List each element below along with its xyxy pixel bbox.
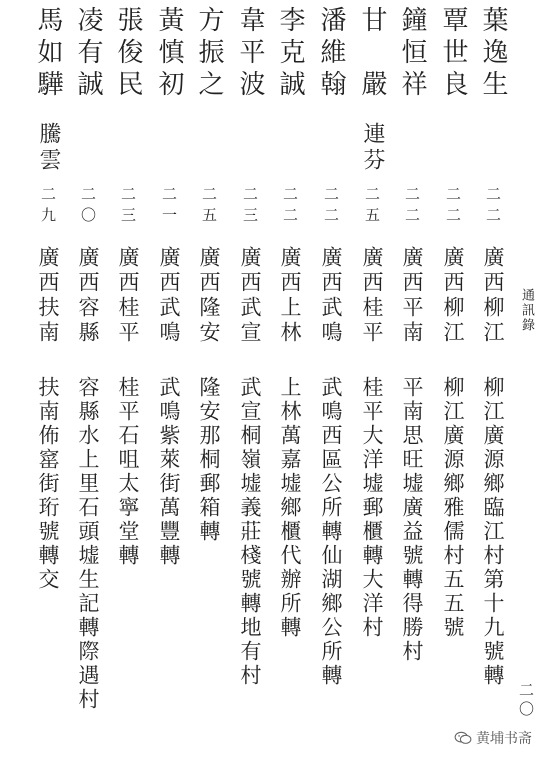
entry-name: 黃慎初 (154, 6, 184, 102)
entry-native-place: 廣西柳江 (441, 246, 465, 346)
entry-column (230, 0, 270, 764)
entry-address: 桂平大洋墟郵櫃轉大洋村 (360, 376, 384, 640)
entry-name: 方振之 (194, 6, 224, 102)
entry-native-place: 廣西桂平 (360, 246, 384, 346)
entry-address: 柳江廣源鄉臨江村第十九號轉 (481, 376, 505, 688)
entry-courtesy-name: 連芬 (360, 122, 385, 174)
entry-age: 二三 (241, 186, 259, 228)
entry-native-place: 廣西容縣 (76, 246, 100, 346)
entry-name: 張俊民 (113, 6, 143, 102)
entry-address: 平南思旺墟廣益號轉得勝村 (400, 376, 424, 664)
entry-column (28, 0, 68, 764)
watermark-text: 黄埔书斋 (476, 731, 532, 747)
entry-column (392, 0, 432, 764)
entry-native-place: 廣西柳江 (481, 246, 505, 346)
entry-age: 二二 (281, 186, 299, 228)
entry-address: 容縣水上里石頭墟生記轉際遇村 (76, 376, 100, 712)
entry-column (149, 0, 189, 764)
entry-age: 二二 (484, 186, 502, 228)
entry-name: 凌有誠 (73, 6, 103, 102)
entry-courtesy-name: 騰雲 (36, 122, 61, 174)
entry-native-place: 廣西平南 (400, 246, 424, 346)
entry-address: 上林萬嘉墟鄉櫃代辦所轉 (278, 376, 302, 640)
entry-address: 柳江廣源鄉雅儒村五五號 (441, 376, 465, 640)
page-header: 通訊錄 (519, 288, 534, 333)
entry-age: 二二 (444, 186, 462, 228)
entry-name: 鐘恒祥 (397, 6, 427, 102)
entry-name: 李克誠 (275, 6, 305, 102)
page-number: 二〇 (517, 682, 535, 720)
entry-age: 二三 (119, 186, 137, 228)
entry-address: 武宣桐嶺墟義莊棧號轉地有村 (238, 376, 262, 688)
entry-age: 二九 (39, 186, 57, 228)
watermark (454, 728, 532, 748)
entry-column (352, 0, 392, 764)
entry-address: 武鳴西區公所轉仙湖鄉公所轉 (319, 376, 343, 688)
entry-name: 葉逸生 (478, 6, 508, 102)
entry-age: 二二 (322, 186, 340, 228)
entry-age: 二〇 (79, 186, 97, 228)
entry-column (68, 0, 108, 764)
entry-name: 韋平波 (235, 6, 265, 102)
entry-address: 扶南佈窰街珩號轉交 (36, 376, 60, 592)
entry-column (270, 0, 310, 764)
entry-native-place: 廣西上林 (278, 246, 302, 346)
entry-address: 武鳴紫萊街萬豐轉 (157, 376, 181, 568)
entry-name: 潘維翰 (316, 6, 346, 102)
entry-native-place: 廣西武宣 (238, 246, 262, 346)
entry-column (108, 0, 148, 764)
entry-age: 二五 (200, 186, 218, 228)
wechat-icon (454, 731, 472, 745)
entry-age: 二一 (160, 186, 178, 228)
entry-column (189, 0, 229, 764)
entry-native-place: 廣西武鳴 (319, 246, 343, 346)
entry-native-place: 廣西桂平 (116, 246, 140, 346)
entry-age: 二五 (363, 186, 381, 228)
entry-native-place: 廣西武鳴 (157, 246, 181, 346)
entry-column (311, 0, 351, 764)
entry-name: 覃世良 (438, 6, 468, 102)
entry-native-place: 廣西扶南 (36, 246, 60, 346)
entry-name: 甘 嚴 (357, 6, 387, 102)
entry-age: 二二 (403, 186, 421, 228)
entry-column (473, 0, 513, 764)
entry-address: 桂平石咀太寧堂轉 (116, 376, 140, 568)
entry-column (433, 0, 473, 764)
entry-native-place: 廣西隆安 (197, 246, 221, 346)
entry-name: 馬如驊 (33, 6, 63, 102)
entry-address: 隆安那桐郵箱轉 (197, 376, 221, 544)
